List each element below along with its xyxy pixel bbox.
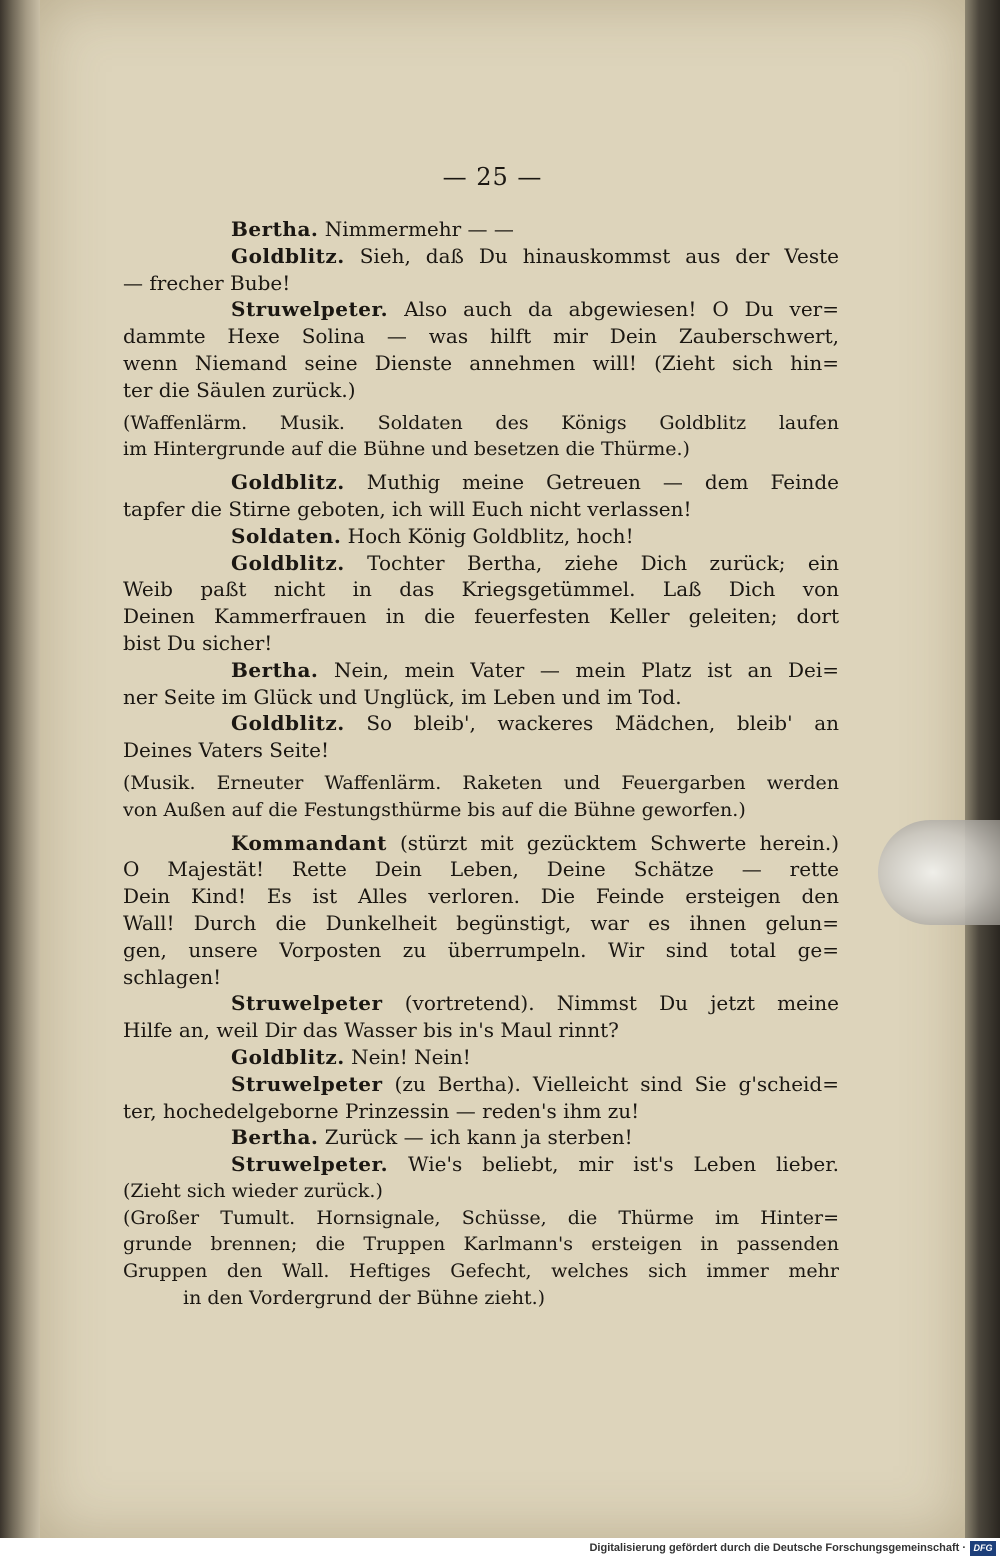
dialogue-line	[123, 243, 839, 270]
book-page	[40, 0, 965, 1538]
speaker-name: Soldaten.	[231, 523, 342, 548]
speaker-name: Bertha.	[231, 657, 319, 682]
stage-direction-line	[123, 797, 839, 824]
page-number: — 25 —	[442, 163, 543, 191]
line-text: Sieh, daß Du hinauskommst aus der Veste	[344, 243, 839, 268]
line-text: schlagen!	[123, 964, 222, 989]
dialogue-line	[123, 630, 839, 657]
line-text: Nein! Nein!	[344, 1044, 471, 1069]
line-text: Wie's beliebt, mir ist's Leben lieber.	[388, 1152, 839, 1177]
dialogue-line	[123, 496, 839, 523]
dialogue-line	[123, 523, 839, 550]
dialogue-line	[123, 1124, 839, 1151]
stage-direction-line	[123, 1231, 839, 1258]
line-text: von Außen auf die Festungsthürme bis auf die Bühne geworfen.)	[123, 798, 746, 821]
dialogue-line	[123, 350, 839, 377]
line-text: Muthig meine Getreuen — dem Feinde	[344, 470, 839, 495]
line-text: So bleib', wackeres Mädchen, bleib' an	[344, 711, 839, 736]
dialogue-line	[123, 737, 839, 764]
line-text: (Musik. Erneuter Waffenlärm. Raketen und Feuergarben werden	[123, 771, 839, 794]
line-text: bist Du sicher!	[123, 630, 273, 655]
dialogue-line	[123, 216, 839, 243]
dialogue-line	[123, 1017, 839, 1044]
line-text: Hilfe an, weil Dir das Wasser bis in's Maul rinnt?	[123, 1018, 619, 1043]
speaker-name: Goldblitz.	[231, 243, 345, 268]
line-text: Dein Kind! Es ist Alles verloren. Die Feinde ersteigen den	[123, 884, 839, 909]
stage-direction-line	[123, 436, 839, 463]
speaker-name: Bertha.	[231, 217, 319, 241]
dialogue-line	[123, 270, 839, 297]
speaker-name: Struwelpeter	[231, 1071, 383, 1096]
line-text: Also auch da abgewiesen! O Du ver=	[388, 297, 839, 322]
dialogue-line	[123, 657, 839, 684]
digitization-footer	[0, 1538, 1000, 1559]
stage-direction-line	[123, 410, 839, 437]
dialogue-line	[123, 296, 839, 323]
line-text: gen, unsere Vorposten zu überrumpeln. Wir sind total ge=	[123, 937, 839, 962]
speaker-name: Goldblitz.	[231, 470, 345, 495]
dialogue-line	[123, 883, 839, 910]
line-text: ner Seite im Glück und Unglück, im Leben und im Tod.	[123, 684, 682, 709]
line-text: (stürzt mit gezücktem Schwerte herein.)	[386, 830, 839, 855]
dialogue-line	[123, 1071, 839, 1098]
line-text: (Zieht sich wieder zurück.)	[123, 1179, 383, 1202]
dialogue-line	[123, 1151, 839, 1178]
dialogue-line	[123, 1044, 839, 1071]
dialogue-line	[123, 576, 839, 603]
speaker-name: Struwelpeter.	[231, 297, 389, 322]
stage-direction-line	[123, 1205, 839, 1232]
dialogue-line	[123, 830, 839, 857]
line-text: Wall! Durch die Dunkelheit begünstigt, war es ihnen gelun=	[123, 910, 839, 935]
stage-direction-line	[123, 1285, 839, 1312]
line-text: (Großer Tumult. Hornsignale, Schüsse, die Thürme im Hinter=	[123, 1206, 839, 1229]
line-text: Nein, mein Vater — mein Platz ist an Dei=	[318, 657, 839, 682]
book-spine-edge	[0, 0, 40, 1540]
scanner-thumb	[878, 820, 1000, 925]
dialogue-line	[123, 684, 839, 711]
dialogue-line	[123, 990, 839, 1017]
speaker-name: Kommandant	[231, 830, 387, 855]
line-text: ter, hochedelgeborne Prinzessin — reden's ihm zu!	[123, 1098, 640, 1123]
dialogue-line	[123, 856, 839, 883]
footer-text: Digitalisierung gefördert durch die Deutsche Forschungsgemeinschaft ·	[589, 1542, 966, 1554]
line-text: Weib paßt nicht in das Kriegsgetümmel. Laß Dich von	[123, 577, 839, 602]
line-text: tapfer die Stirne geboten, ich will Euch nicht verlassen!	[123, 496, 692, 521]
line-text: Nimmermehr — —	[318, 217, 514, 241]
dialogue-line	[123, 550, 839, 577]
line-text: im Hintergrunde auf die Bühne und besetzen die Thürme.)	[123, 438, 690, 461]
dialogue-line	[123, 323, 839, 350]
line-text: (Waffenlärm. Musik. Soldaten des Königs Goldblitz laufen	[123, 411, 839, 434]
line-text: (vortretend). Nimmst Du jetzt meine	[382, 991, 839, 1016]
line-text: — frecher Bube!	[123, 270, 291, 295]
dfg-logo: DFG	[970, 1541, 996, 1556]
stage-direction-line	[123, 1178, 839, 1205]
dialogue-line	[123, 1098, 839, 1125]
line-text: Hoch König Goldblitz, hoch!	[341, 523, 634, 548]
speaker-name: Goldblitz.	[231, 1044, 345, 1069]
page-text-block	[123, 216, 839, 1312]
stage-direction-line	[123, 1258, 839, 1285]
page-right-edge	[965, 0, 1000, 1538]
line-text: Gruppen den Wall. Heftiges Gefecht, welches sich immer mehr	[123, 1260, 839, 1283]
stage-direction-line	[123, 770, 839, 797]
dialogue-line	[123, 937, 839, 964]
line-text: Deines Vaters Seite!	[123, 738, 330, 763]
dialogue-line	[123, 377, 839, 404]
line-text: Deinen Kammerfrauen in die feuerfesten Keller geleiten; dort	[123, 604, 839, 629]
speaker-name: Struwelpeter	[231, 991, 383, 1016]
line-text: Zurück — ich kann ja sterben!	[318, 1125, 633, 1150]
line-text: (zu Bertha). Vielleicht sind Sie g'scheid=	[382, 1071, 839, 1096]
line-text: Tochter Bertha, ziehe Dich zurück; ein	[344, 550, 839, 575]
dialogue-line	[123, 910, 839, 937]
line-text: O Majestät! Rette Dein Leben, Deine Schätze — rette	[123, 857, 839, 882]
dialogue-line	[123, 469, 839, 496]
line-text: ter die Säulen zurück.)	[123, 377, 356, 402]
line-text: in den Vordergrund der Bühne zieht.)	[183, 1287, 546, 1310]
dialogue-line	[123, 603, 839, 630]
speaker-name: Struwelpeter.	[231, 1152, 389, 1177]
speaker-name: Bertha.	[231, 1125, 319, 1150]
line-text: wenn Niemand seine Dienste annehmen will! (Zieht sich hin=	[123, 350, 839, 375]
speaker-name: Goldblitz.	[231, 550, 345, 575]
dialogue-line	[123, 710, 839, 737]
speaker-name: Goldblitz.	[231, 711, 345, 736]
line-text: dammte Hexe Solina — was hilft mir Dein Zauberschwert,	[123, 324, 839, 349]
dialogue-line	[123, 964, 839, 991]
line-text: grunde brennen; die Truppen Karlmann's ersteigen in passenden	[123, 1233, 839, 1256]
